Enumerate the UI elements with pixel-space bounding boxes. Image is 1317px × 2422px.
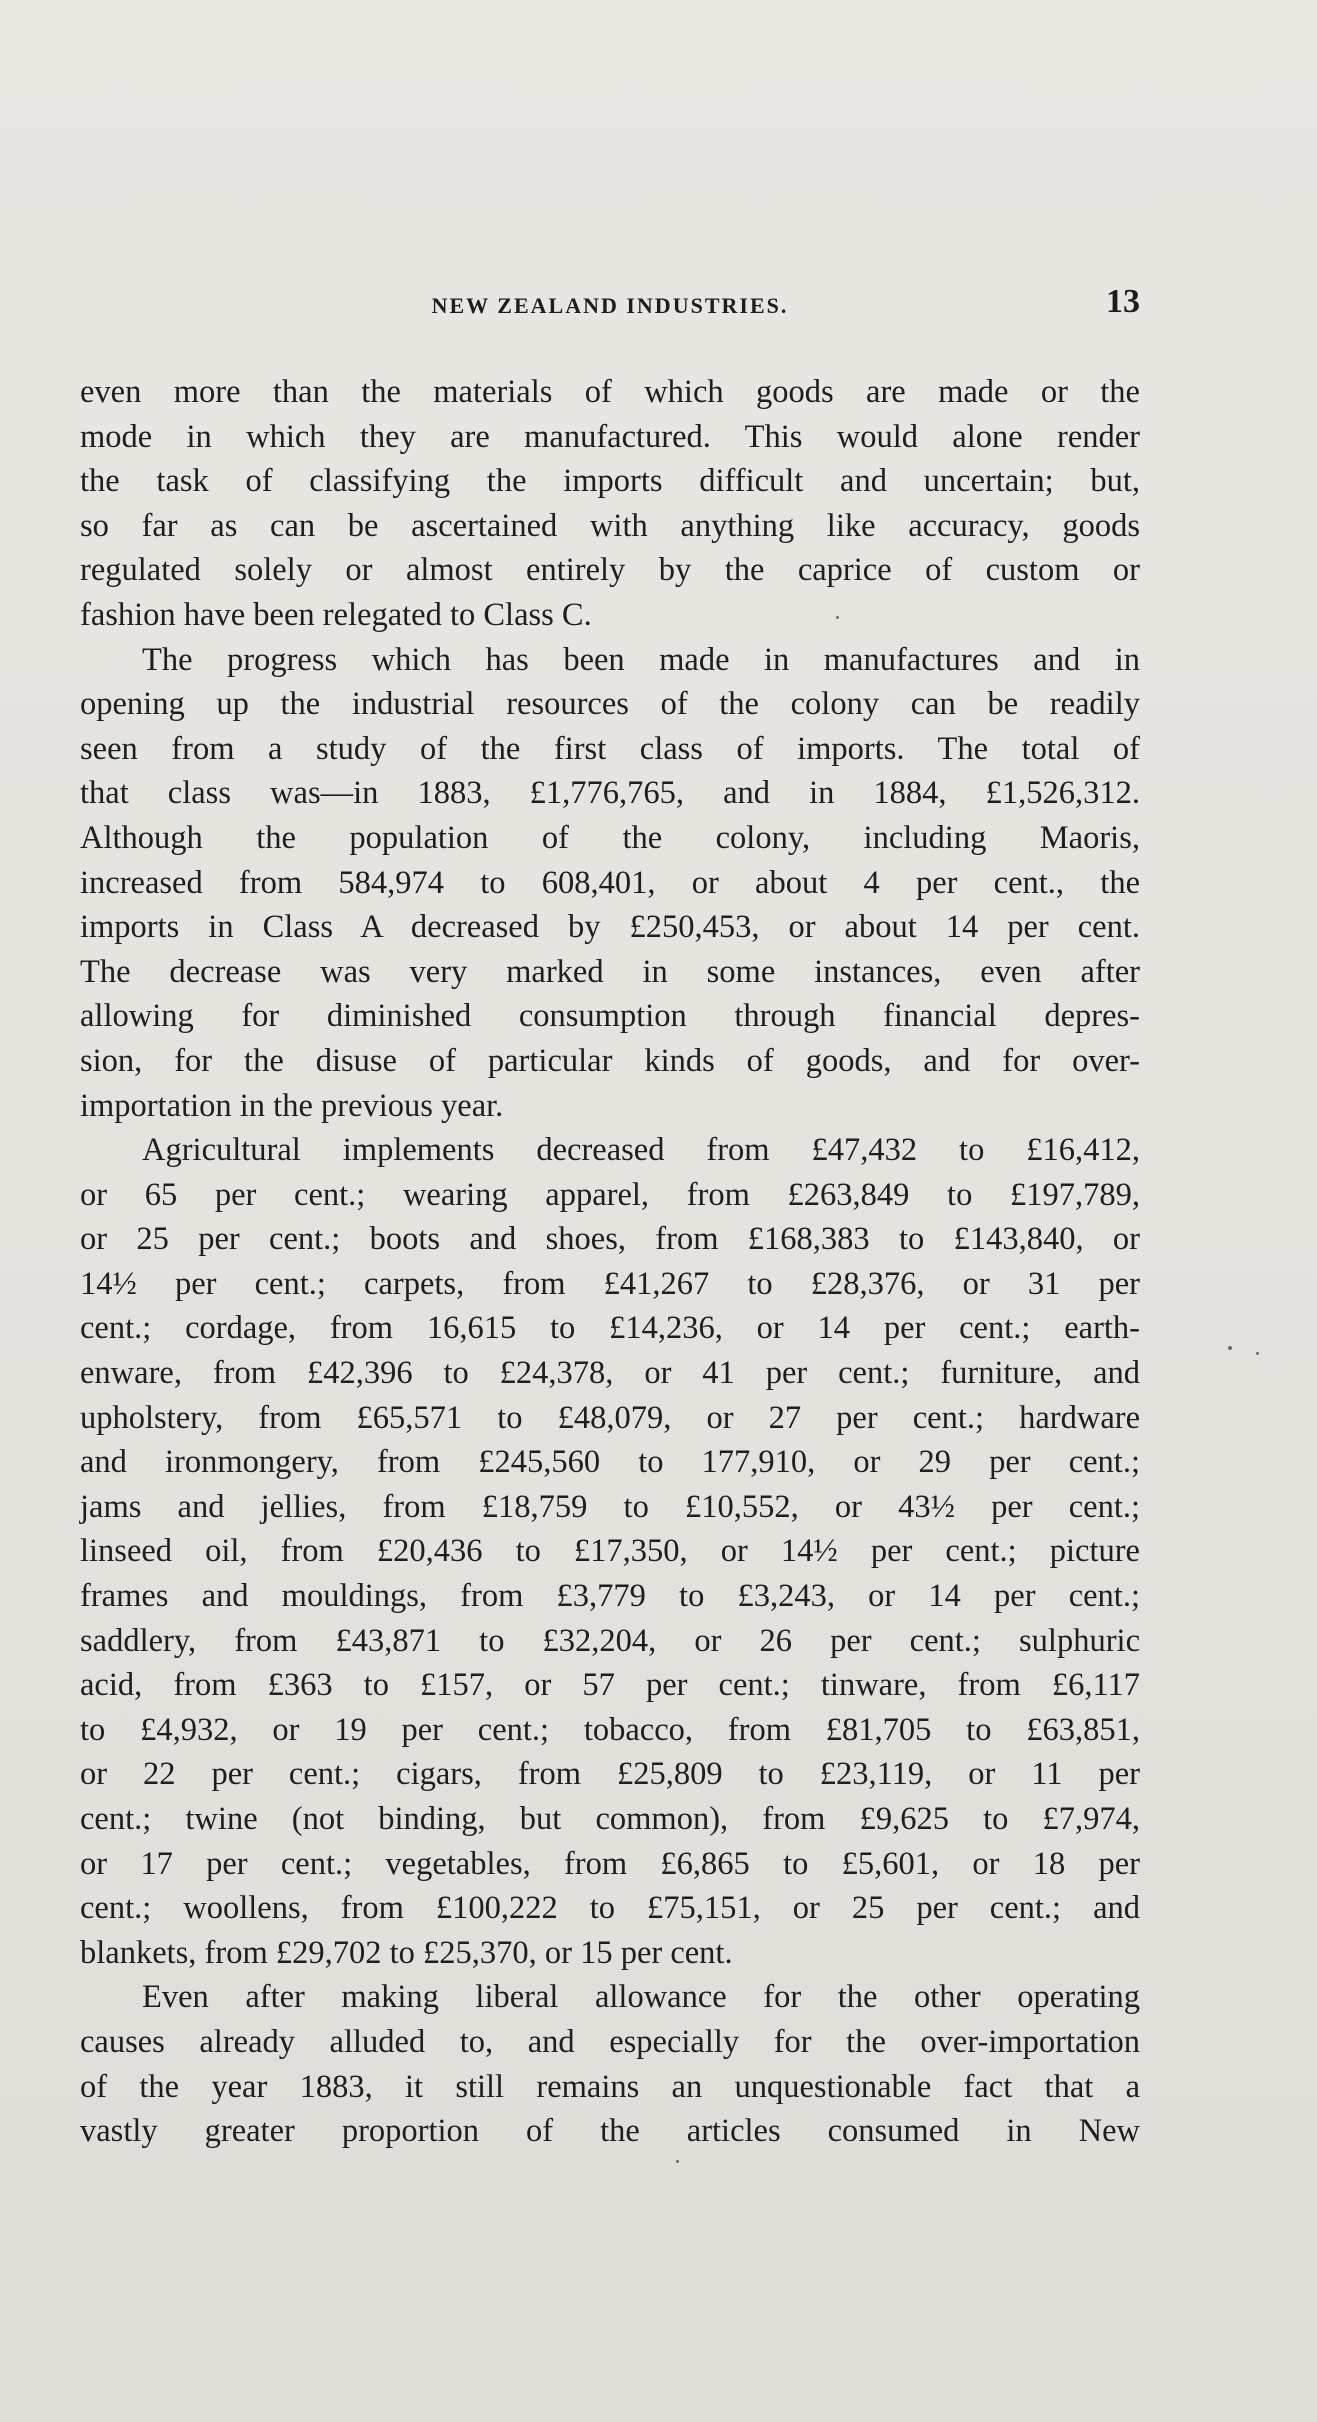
paragraph-4 [80,1975,1140,2153]
text-line: that class was—in 1883, £1,776,765, and in 1884, £1,526,312. [80,775,1140,812]
paper-speck [836,616,839,619]
text-line: and ironmongery, from £245,560 to 177,910, or 29 per cent.; [80,1444,1140,1481]
text-line: so far as can be ascertained with anything like accuracy, goods [80,507,1140,544]
text-line: seen from a study of the first class of imports. The total of [80,730,1140,767]
text-line: sion, for the disuse of particular kinds of goods, and for over- [80,1042,1140,1079]
paragraph-2 [80,638,1140,1129]
paper-speck [1228,1346,1232,1350]
running-title: NEW ZEALAND INDUSTRIES. [431,293,789,318]
text-line: or 25 per cent.; boots and shoes, from £168,383 to £143,840, or [80,1221,1140,1258]
text-line: blankets, from £29,702 to £25,370, or 15 per cent. [80,1934,733,1971]
paragraph-3 [80,1128,1140,1975]
body-text [80,370,1140,2154]
text-line: Agricultural implements decreased from £47,432 to £16,412, [142,1132,1140,1169]
text-line: or 22 per cent.; cigars, from £25,809 to £23,119, or 11 per [80,1756,1140,1793]
page-number: 13 [1106,283,1140,320]
text-line: cent.; woollens, from £100,222 to £75,151, or 25 per cent.; and [80,1890,1140,1927]
text-line: saddlery, from £43,871 to £32,204, or 26 per cent.; sulphuric [80,1622,1140,1659]
text-line: or 65 per cent.; wearing apparel, from £263,849 to £197,789, [80,1176,1140,1213]
text-line: imports in Class A decreased by £250,453, or about 14 per cent. [80,909,1140,946]
text-line: enware, from £42,396 to £24,378, or 41 per cent.; furniture, and [80,1355,1140,1392]
text-line: cent.; cordage, from 16,615 to £14,236, or 14 per cent.; earth- [80,1310,1140,1347]
text-line: frames and mouldings, from £3,779 to £3,243, or 14 per cent.; [80,1578,1140,1615]
text-line: cent.; twine (not binding, but common), from £9,625 to £7,974, [80,1801,1140,1837]
text-line: 14½ per cent.; carpets, from £41,267 to £28,376, or 31 per [80,1265,1140,1302]
paragraph-1 [80,370,1140,638]
text-line: Although the population of the colony, including Maoris, [80,819,1140,856]
text-line: mode in which they are manufactured. This would alone render [80,418,1140,455]
page-header [80,283,1140,333]
text-line: allowing for diminished consumption through financial depres- [80,998,1140,1035]
paper-speck [1256,1352,1259,1355]
text-line: or 17 per cent.; vegetables, from £6,865 to £5,601, or 18 per [80,1845,1140,1882]
paper-speck [676,2160,679,2163]
text-line: vastly greater proportion of the articles consumed in New [80,2113,1140,2150]
text-line: The decrease was very marked in some instances, even after [80,953,1140,990]
text-line: regulated solely or almost entirely by the caprice of custom or [80,552,1140,589]
text-line: linseed oil, from £20,436 to £17,350, or 14½ per cent.; picture [80,1533,1140,1570]
text-line: even more than the materials of which goods are made or the [80,374,1140,410]
text-line: The progress which has been made in manufactures and in [142,641,1140,678]
text-line: to £4,932, or 19 per cent.; tobacco, from £81,705 to £63,851, [80,1711,1140,1748]
text-line: increased from 584,974 to 608,401, or about 4 per cent., the [80,864,1140,901]
text-line: causes already alluded to, and especially for the over-importation [80,2023,1140,2060]
text-line: the task of classifying the imports difficult and uncertain; but, [80,463,1140,500]
text-line: fashion have been relegated to Class C. [80,596,592,633]
text-line: opening up the industrial resources of the colony can be readily [80,686,1140,723]
text-line: upholstery, from £65,571 to £48,079, or 27 per cent.; hardware [80,1399,1140,1436]
text-line: importation in the previous year. [80,1087,504,1124]
text-line: acid, from £363 to £157, or 57 per cent.; tinware, from £6,117 [80,1667,1140,1704]
text-line: Even after making liberal allowance for the other operating [142,1979,1140,2016]
text-line: jams and jellies, from £18,759 to £10,552, or 43½ per cent.; [80,1488,1140,1525]
text-line: of the year 1883, it still remains an unquestionable fact that a [80,2068,1140,2105]
